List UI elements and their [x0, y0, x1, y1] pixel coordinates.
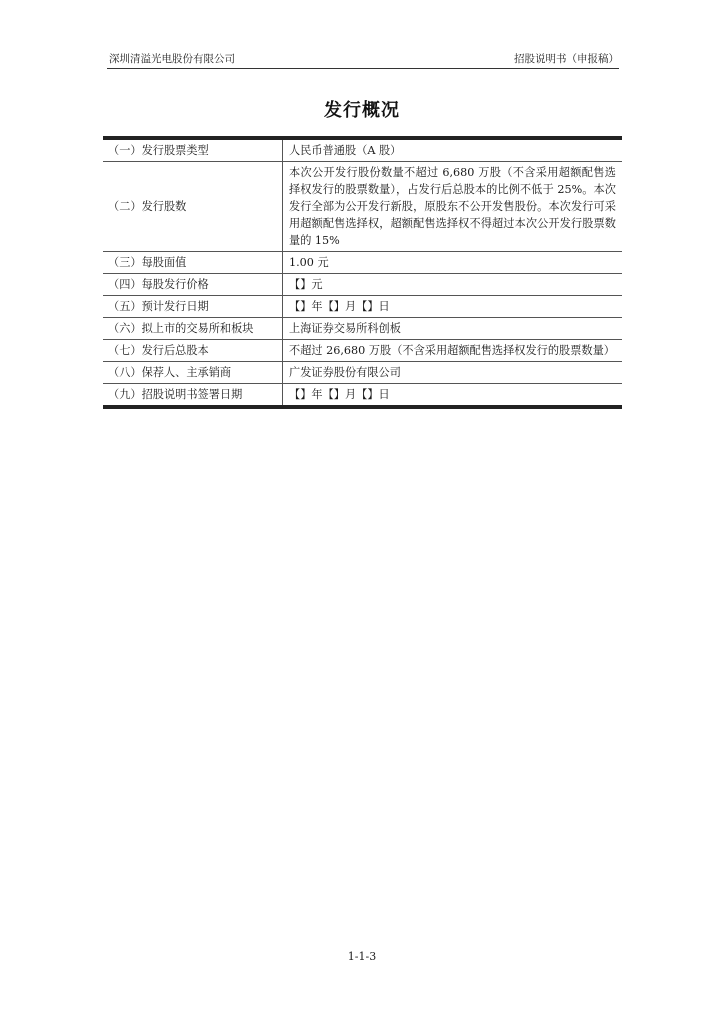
page-number: 1-1-3: [347, 950, 377, 963]
row-value: 【】年【】月【】日: [283, 296, 623, 318]
offering-overview-table: [103, 136, 622, 409]
row-value: 不超过 26,680 万股（不含采用超额配售选择权发行的股票数量）: [283, 340, 623, 362]
table-row: [103, 274, 622, 296]
row-value: 1.00 元: [283, 252, 623, 274]
row-label: （二）发行股数: [103, 162, 283, 252]
row-value: 【】元: [283, 274, 623, 296]
row-label: （五）预计发行日期: [103, 296, 283, 318]
page-title: 发行概况: [324, 100, 400, 121]
row-label: （六）拟上市的交易所和板块: [103, 318, 283, 340]
header-document-name: 招股说明书（申报稿）: [514, 53, 619, 65]
row-label: （八）保荐人、主承销商: [103, 362, 283, 384]
row-label: （三）每股面值: [103, 252, 283, 274]
row-value: 广发证券股份有限公司: [283, 362, 623, 384]
header-divider: [107, 68, 619, 69]
row-label: （七）发行后总股本: [103, 340, 283, 362]
row-value: 本次公开发行股份数量不超过 6,680 万股（不含采用超额配售选择权发行的股票数量），占发行后总股本的比例不低于 25%。本次发行全部为公开发行新股，原股东不公开发售股份。本次发行可采用超额配售选择权，超额配售选择权不得超过本次公开发行股票数量的 15%: [283, 162, 623, 252]
table-row: [103, 362, 622, 384]
row-value: 上海证券交易所科创板: [283, 318, 623, 340]
row-label: （一）发行股票类型: [103, 138, 283, 162]
table-row: [103, 318, 622, 340]
table-row: [103, 252, 622, 274]
row-label: （九）招股说明书签署日期: [103, 384, 283, 408]
table-row: [103, 384, 622, 408]
row-value: 【】年【】月【】日: [289, 388, 390, 401]
table-row: [103, 138, 622, 162]
header-company-name: 深圳清溢光电股份有限公司: [109, 53, 235, 65]
row-value: 人民币普通股（A 股）: [283, 138, 623, 162]
row-label: （四）每股发行价格: [103, 274, 283, 296]
page-header: [107, 52, 619, 66]
table-row: [103, 340, 622, 362]
table-row: [103, 162, 622, 252]
table-row: [103, 296, 622, 318]
